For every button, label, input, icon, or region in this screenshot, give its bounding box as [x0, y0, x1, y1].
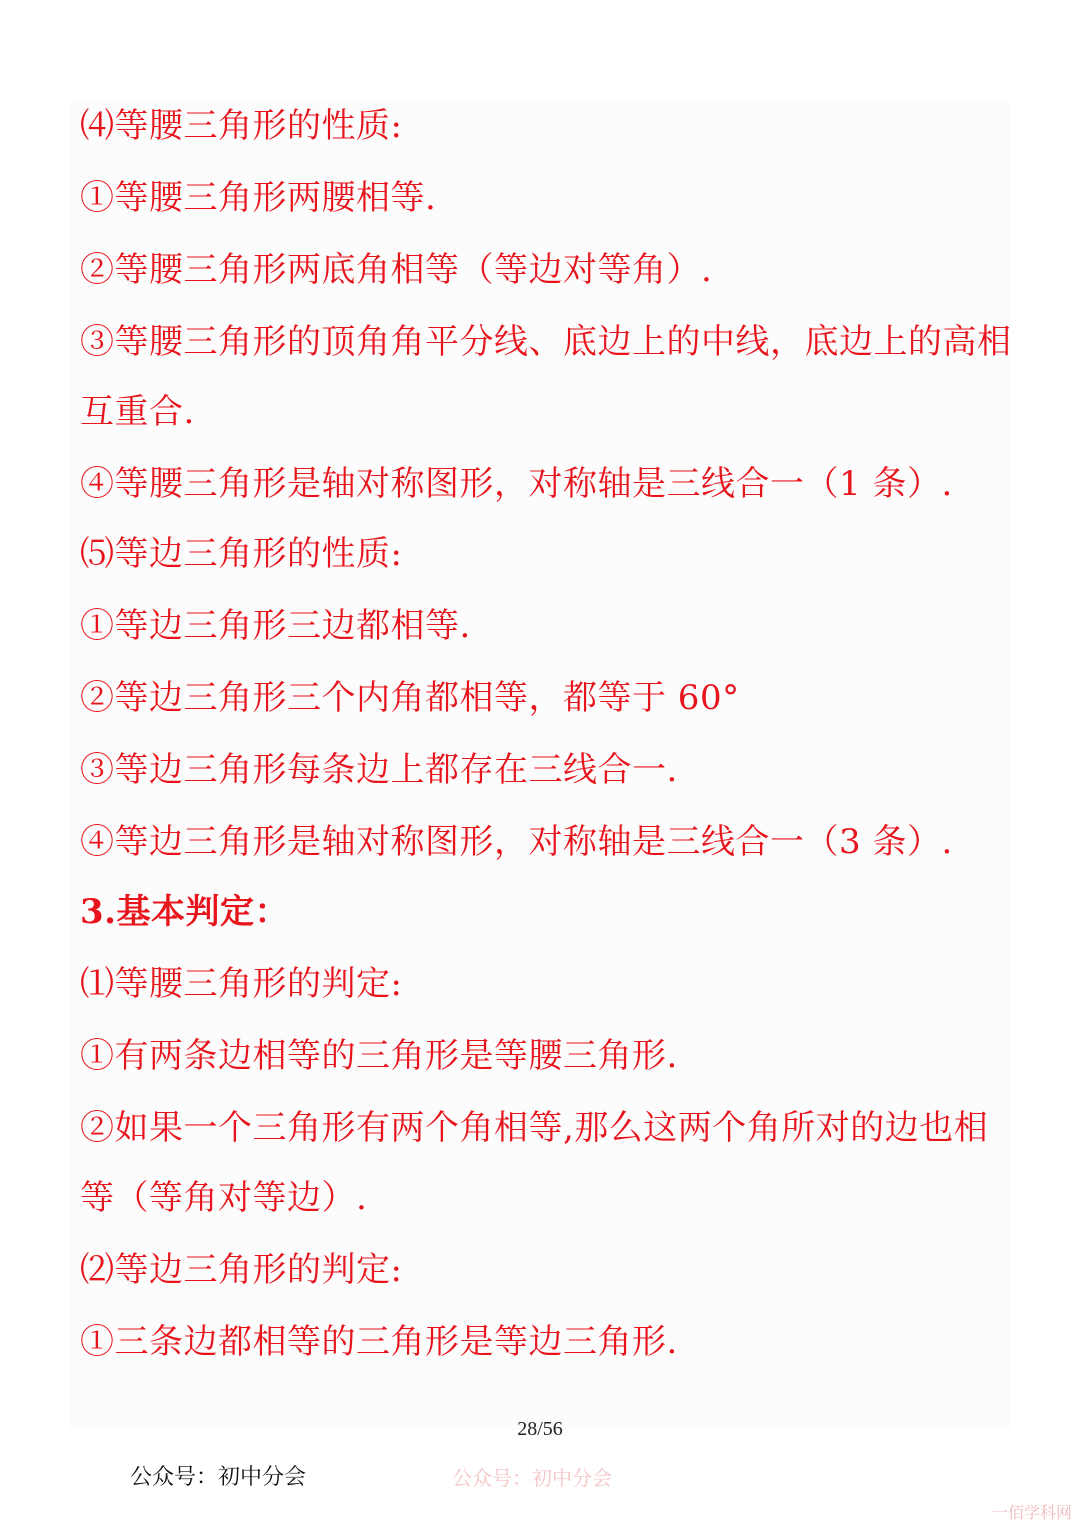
equilateral-property-3: ③等边三角形每条边上都存在三线合一.: [80, 750, 678, 790]
equilateral-property-1: ①等边三角形三边都相等.: [80, 606, 471, 646]
isosceles-property-4: ④等腰三角形是轴对称图形，对称轴是三线合一（1 条）.: [80, 464, 953, 504]
section-5-heading: ⑸等边三角形的性质:: [80, 534, 403, 574]
isosceles-determination-2-continued: 等（等角对等边）.: [80, 1178, 368, 1218]
isosceles-property-2: ②等腰三角形两底角相等（等边对等角）.: [80, 250, 713, 290]
section-4-heading: ⑷等腰三角形的性质:: [80, 106, 403, 146]
page-number: 28/56: [517, 1418, 563, 1440]
watermark-text: 公众号：初中分会: [452, 1466, 612, 1490]
isosceles-determination-heading: ⑴等腰三角形的判定:: [80, 964, 403, 1004]
isosceles-determination-2: ②如果一个三角形有两个角相等,那么这两个角所对的边也相: [80, 1108, 989, 1148]
isosceles-determination-1: ①有两条边相等的三角形是等腰三角形.: [80, 1036, 678, 1076]
equilateral-determination-heading: ⑵等边三角形的判定:: [80, 1250, 403, 1290]
isosceles-property-3-continued: 互重合.: [80, 392, 195, 432]
account-label: 公众号：初中分会: [130, 1465, 307, 1490]
equilateral-determination-1: ①三条边都相等的三角形是等边三角形.: [80, 1322, 678, 1362]
equilateral-property-4: ④等边三角形是轴对称图形，对称轴是三线合一（3 条）.: [80, 822, 953, 862]
site-watermark: 一佰学科网: [991, 1503, 1072, 1522]
isosceles-property-3: ③等腰三角形的顶角角平分线、底边上的中线，底边上的高相: [80, 322, 1012, 362]
isosceles-property-1: ①等腰三角形两腰相等.: [80, 178, 437, 218]
basic-determination-heading: 3.基本判定：: [80, 892, 289, 932]
equilateral-property-2: ②等边三角形三个内角都相等，都等于 60°: [80, 678, 740, 718]
